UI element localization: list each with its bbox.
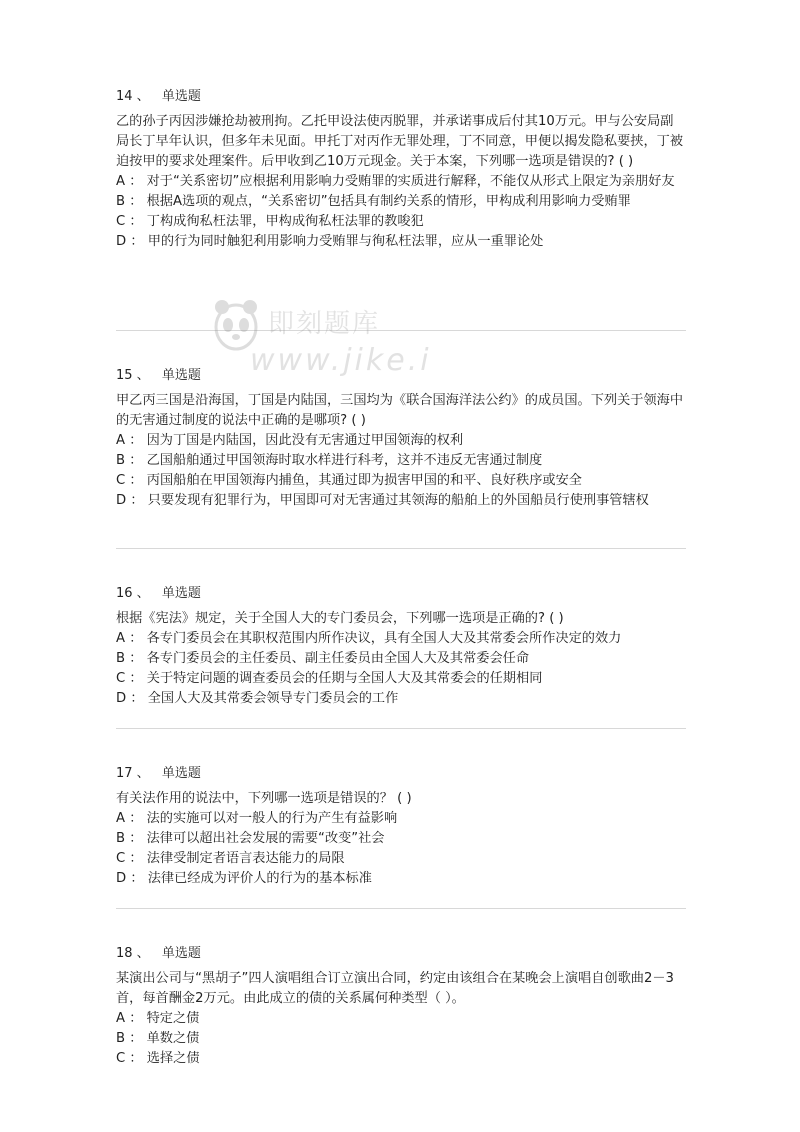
divider [116,548,686,549]
option-c: C ： 丁构成徇私枉法罪，甲构成徇私枉法罪的教唆犯 [116,214,424,229]
question-number: 16 、 [116,586,150,601]
watermark-brand: 即刻题库 [268,309,381,339]
question-header [116,88,686,106]
option-a: A ： 对于“关系密切”应根据利用影响力受贿罪的实质进行解释，不能仅从形式上限定为亲朋好友 [116,174,675,189]
option-b: B ： 根据A选项的观点，“关系密切”包括具有制约关系的情形，甲构成利用影响力受贿罪 [116,194,631,209]
option-c: C ： 关于特定问题的调查委员会的任期与全国人大及其常委会的任期相同 [116,671,543,686]
option-a: A ： 因为丁国是内陆国，因此没有无害通过甲国领海的权利 [116,433,464,448]
question-number: 18 、 [116,946,150,961]
question-number: 17 、 [116,766,150,781]
divider [116,330,686,331]
option-b: B ： 法律可以超出社会发展的需要“改变”社会 [116,831,385,846]
option-d: D ： 全国人大及其常委会领导专门委员会的工作 [116,691,399,706]
question-type: 单选题 [161,766,201,781]
option-a: A ： 特定之债 [116,1011,200,1026]
question-stem: 根据《宪法》规定，关于全国人大的专门委员会，下列哪一选项是正确的? ( ) [116,611,564,626]
question-number: 15 、 [116,368,150,383]
option-d: D ： 法律已经成为评价人的行为的基本标准 [116,871,372,886]
option-b: B ： 各专门委员会的主任委员、副主任委员由全国人大及其常委会任命 [116,651,530,666]
question-stem: 某演出公司与“黑胡子”四人演唱组合订立演出合同，约定由该组合在某晚会上演唱自创歌曲2－3首，每首酬金2万元。由此成立的债的关系属何种类型（ ）。 [116,971,674,1006]
question-header [116,945,686,963]
question-stem: 乙的孙子丙因涉嫌抢劫被刑拘。乙托甲设法使丙脱罪，并承诺事成后付其10万元。甲与公安局副局长丁早年认识，但多年未见面。甲托丁对丙作无罪处理，丁不同意，甲便以揭发隐私要挟，丁被迫按甲的要求处理案件。后甲收到乙10万元现金。关于本案，下列哪一选项是错误的? ( ) [116,114,684,169]
option-c: C ： 选择之债 [116,1051,200,1066]
question-type: 单选题 [161,586,201,601]
option-a: A ： 各专门委员会在其职权范围内所作决议，具有全国人大及其常委会所作决定的效力 [116,631,622,646]
option-d: D ： 只要发现有犯罪行为，甲国即可对无害通过其领海的船舶上的外国船员行使刑事管辖权 [116,493,649,508]
divider [116,728,686,729]
option-b: B ： 乙国船舶通过甲国领海时取水样进行科考，这并不违反无害通过制度 [116,453,543,468]
option-d: D ： 甲的行为同时触犯利用影响力受贿罪与徇私枉法罪，应从一重罪论处 [116,234,544,249]
option-c: C ： 法律受制定者语言表达能力的局限 [116,851,345,866]
question-16 [116,585,686,709]
question-header [116,367,686,385]
question-stem: 甲乙丙三国是沿海国，丁国是内陆国，三国均为《联合国海洋法公约》的成员国。下列关于领海中的无害通过制度的说法中正确的是哪项? ( ) [116,393,684,428]
question-header [116,765,686,783]
question-15 [116,367,686,511]
question-type: 单选题 [161,946,201,961]
question-header [116,585,686,603]
option-c: C ： 丙国船舶在甲国领海内捕鱼，其通过即为损害甲国的和平、良好秩序或安全 [116,473,582,488]
question-18 [116,945,686,1069]
watermark-url: www.jike.i [250,343,432,378]
question-type: 单选题 [161,368,201,383]
option-a: A ： 法的实施可以对一般人的行为产生有益影响 [116,811,398,826]
question-number: 14 、 [116,89,150,104]
option-b: B ： 单数之债 [116,1031,200,1046]
question-17 [116,765,686,889]
panda-logo-icon [210,295,262,355]
question-14 [116,88,686,252]
question-stem: 有关法作用的说法中，下列哪一选项是错误的？ ( ) [116,791,412,806]
divider [116,908,686,909]
question-type: 单选题 [161,89,201,104]
